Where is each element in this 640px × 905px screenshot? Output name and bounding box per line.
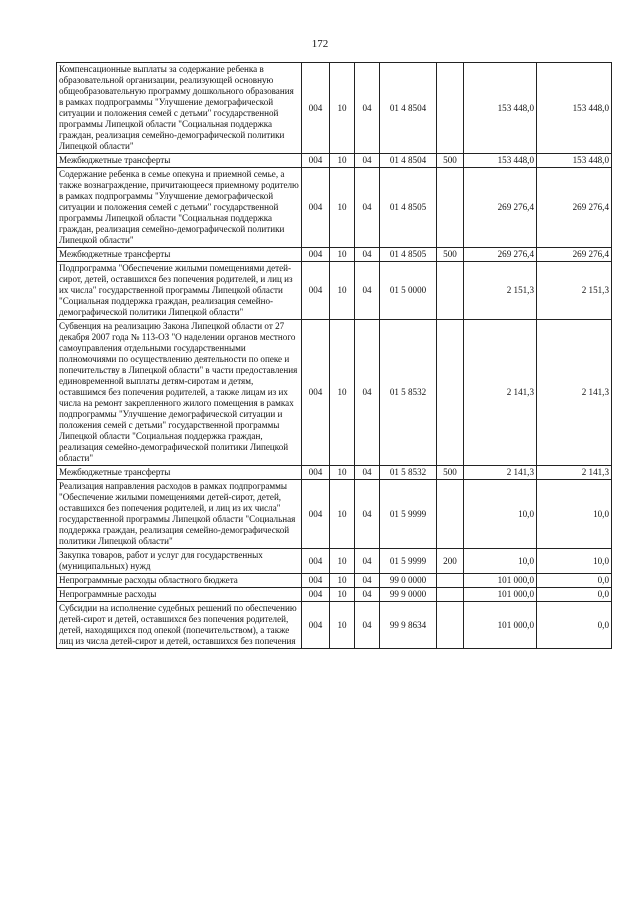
section-code: 10 xyxy=(330,168,355,248)
amount-year-1: 101 000,0 xyxy=(464,574,537,588)
target-article-code: 01 5 8532 xyxy=(380,320,437,466)
section-code: 10 xyxy=(330,248,355,262)
target-article-code: 01 4 8505 xyxy=(380,248,437,262)
amount-year-1: 153 448,0 xyxy=(464,154,537,168)
page-number: 172 xyxy=(311,38,329,50)
section-code: 10 xyxy=(330,574,355,588)
section-code: 10 xyxy=(330,320,355,466)
expense-type-code xyxy=(437,602,464,649)
row-description: Подпрограмма "Обеспечение жилыми помещениями детей-сирот, детей, оставшихся без попечения родителей, и лиц из их числа" государственной программы Липецкой области "Социальная поддержка граждан, реализация семейно-демографической политики Липецкой области" xyxy=(57,262,302,320)
table-row xyxy=(57,480,612,549)
section-code: 10 xyxy=(330,480,355,549)
table-row xyxy=(57,602,612,649)
expense-type-code xyxy=(437,63,464,154)
table-row xyxy=(57,549,612,574)
expense-type-code xyxy=(437,480,464,549)
ministry-code: 004 xyxy=(302,320,330,466)
table-row xyxy=(57,262,612,320)
amount-year-2: 153 448,0 xyxy=(537,154,612,168)
row-description: Субсидии на исполнение судебных решений по обеспечению детей-сирот и детей, оставшихся без попечения родителей, детей, находящихся под опекой (попечительством), а также лиц из числа детей-сирот и детей, оставшихся без попечения xyxy=(57,602,302,649)
target-article-code: 01 4 8504 xyxy=(380,154,437,168)
amount-year-2: 2 141,3 xyxy=(537,320,612,466)
row-description: Содержание ребенка в семье опекуна и приемной семье, а также вознаграждение, причитающееся приемному родителю в рамках подпрограммы "Улучшение демографической ситуации и положения семей с детьми" государственной программы Липецкой области "Социальная поддержка граждан, реализация семейно-демографической политики Липецкой области" xyxy=(57,168,302,248)
amount-year-1: 10,0 xyxy=(464,549,537,574)
expense-type-code: 500 xyxy=(437,248,464,262)
subsection-code: 04 xyxy=(355,466,380,480)
expense-type-code: 500 xyxy=(437,154,464,168)
row-description: Межбюджетные трансферты xyxy=(57,248,302,262)
table-row xyxy=(57,466,612,480)
amount-year-2: 269 276,4 xyxy=(537,168,612,248)
target-article-code: 01 5 8532 xyxy=(380,466,437,480)
section-code: 10 xyxy=(330,588,355,602)
amount-year-1: 269 276,4 xyxy=(464,248,537,262)
ministry-code: 004 xyxy=(302,248,330,262)
target-article-code: 01 4 8504 xyxy=(380,63,437,154)
expense-type-code xyxy=(437,262,464,320)
subsection-code: 04 xyxy=(355,262,380,320)
amount-year-2: 2 151,3 xyxy=(537,262,612,320)
subsection-code: 04 xyxy=(355,588,380,602)
expense-type-code: 200 xyxy=(437,549,464,574)
target-article-code: 01 5 0000 xyxy=(380,262,437,320)
amount-year-2: 10,0 xyxy=(537,480,612,549)
ministry-code: 004 xyxy=(302,154,330,168)
row-description: Непрограммные расходы областного бюджета xyxy=(57,574,302,588)
section-code: 10 xyxy=(330,154,355,168)
ministry-code: 004 xyxy=(302,602,330,649)
table-row xyxy=(57,168,612,248)
table-row xyxy=(57,320,612,466)
table-row xyxy=(57,63,612,154)
subsection-code: 04 xyxy=(355,574,380,588)
amount-year-2: 10,0 xyxy=(537,549,612,574)
amount-year-1: 269 276,4 xyxy=(464,168,537,248)
subsection-code: 04 xyxy=(355,154,380,168)
amount-year-1: 2 141,3 xyxy=(464,320,537,466)
amount-year-1: 2 141,3 xyxy=(464,466,537,480)
row-description: Межбюджетные трансферты xyxy=(57,466,302,480)
ministry-code: 004 xyxy=(302,588,330,602)
section-code: 10 xyxy=(330,262,355,320)
target-article-code: 99 9 0000 xyxy=(380,588,437,602)
ministry-code: 004 xyxy=(302,466,330,480)
row-description: Закупка товаров, работ и услуг для государственных (муниципальных) нужд xyxy=(57,549,302,574)
section-code: 10 xyxy=(330,63,355,154)
amount-year-2: 153 448,0 xyxy=(537,63,612,154)
row-description: Компенсационные выплаты за содержание ребенка в образовательной организации, реализующей основную общеобразовательную программу дошкольного образования в рамках подпрограммы "Улучшение демографической ситуации и положения семей с детьми" государственной программы Липецкой области "Социальная поддержка граждан, реализация семейно-демографической политики Липецкой области" xyxy=(57,63,302,154)
ministry-code: 004 xyxy=(302,549,330,574)
subsection-code: 04 xyxy=(355,168,380,248)
subsection-code: 04 xyxy=(355,248,380,262)
row-description: Непрограммные расходы xyxy=(57,588,302,602)
expense-type-code xyxy=(437,168,464,248)
amount-year-2: 0,0 xyxy=(537,602,612,649)
section-code: 10 xyxy=(330,466,355,480)
expense-type-code xyxy=(437,320,464,466)
amount-year-2: 269 276,4 xyxy=(537,248,612,262)
target-article-code: 99 0 0000 xyxy=(380,574,437,588)
ministry-code: 004 xyxy=(302,574,330,588)
row-description: Межбюджетные трансферты xyxy=(57,154,302,168)
table-row xyxy=(57,588,612,602)
section-code: 10 xyxy=(330,602,355,649)
subsection-code: 04 xyxy=(355,602,380,649)
table-row xyxy=(57,248,612,262)
ministry-code: 004 xyxy=(302,168,330,248)
ministry-code: 004 xyxy=(302,480,330,549)
target-article-code: 99 9 8634 xyxy=(380,602,437,649)
row-description: Субвенция на реализацию Закона Липецкой области от 27 декабря 2007 года № 113-ОЗ "О наделении органов местного самоуправления отдельными государственными полномочиями по осуществлению деятельности по опеке и попечительству в Липецкой области" в части предоставления единовременной выплаты детям-сиротам и детям, оставшимся без попечения родителей, а также лицам из их числа на ремонт закрепленного жилого помещения в рамках подпрограммы "Улучшение демографической ситуации и положения семей с детьми" государственной программы Липецкой области "Социальная поддержка граждан, реализация семейно-демографической политики Липецкой области" xyxy=(57,320,302,466)
expense-type-code xyxy=(437,574,464,588)
amount-year-2: 0,0 xyxy=(537,588,612,602)
table-row xyxy=(57,574,612,588)
subsection-code: 04 xyxy=(355,549,380,574)
ministry-code: 004 xyxy=(302,63,330,154)
amount-year-2: 2 141,3 xyxy=(537,466,612,480)
amount-year-1: 101 000,0 xyxy=(464,602,537,649)
target-article-code: 01 5 9999 xyxy=(380,549,437,574)
ministry-code: 004 xyxy=(302,262,330,320)
table-row xyxy=(57,154,612,168)
section-code: 10 xyxy=(330,549,355,574)
subsection-code: 04 xyxy=(355,480,380,549)
budget-table xyxy=(56,62,612,649)
expense-type-code xyxy=(437,588,464,602)
amount-year-1: 10,0 xyxy=(464,480,537,549)
expense-type-code: 500 xyxy=(437,466,464,480)
row-description: Реализация направления расходов в рамках подпрограммы "Обеспечение жилыми помещениями детей-сирот, детей, оставшихся без попечения родителей, и лиц из их числа" государственной программы Липецкой области "Социальная поддержка граждан, реализация семейно-демографической политики Липецкой области" xyxy=(57,480,302,549)
amount-year-1: 101 000,0 xyxy=(464,588,537,602)
amount-year-2: 0,0 xyxy=(537,574,612,588)
subsection-code: 04 xyxy=(355,63,380,154)
subsection-code: 04 xyxy=(355,320,380,466)
amount-year-1: 2 151,3 xyxy=(464,262,537,320)
target-article-code: 01 4 8505 xyxy=(380,168,437,248)
target-article-code: 01 5 9999 xyxy=(380,480,437,549)
amount-year-1: 153 448,0 xyxy=(464,63,537,154)
